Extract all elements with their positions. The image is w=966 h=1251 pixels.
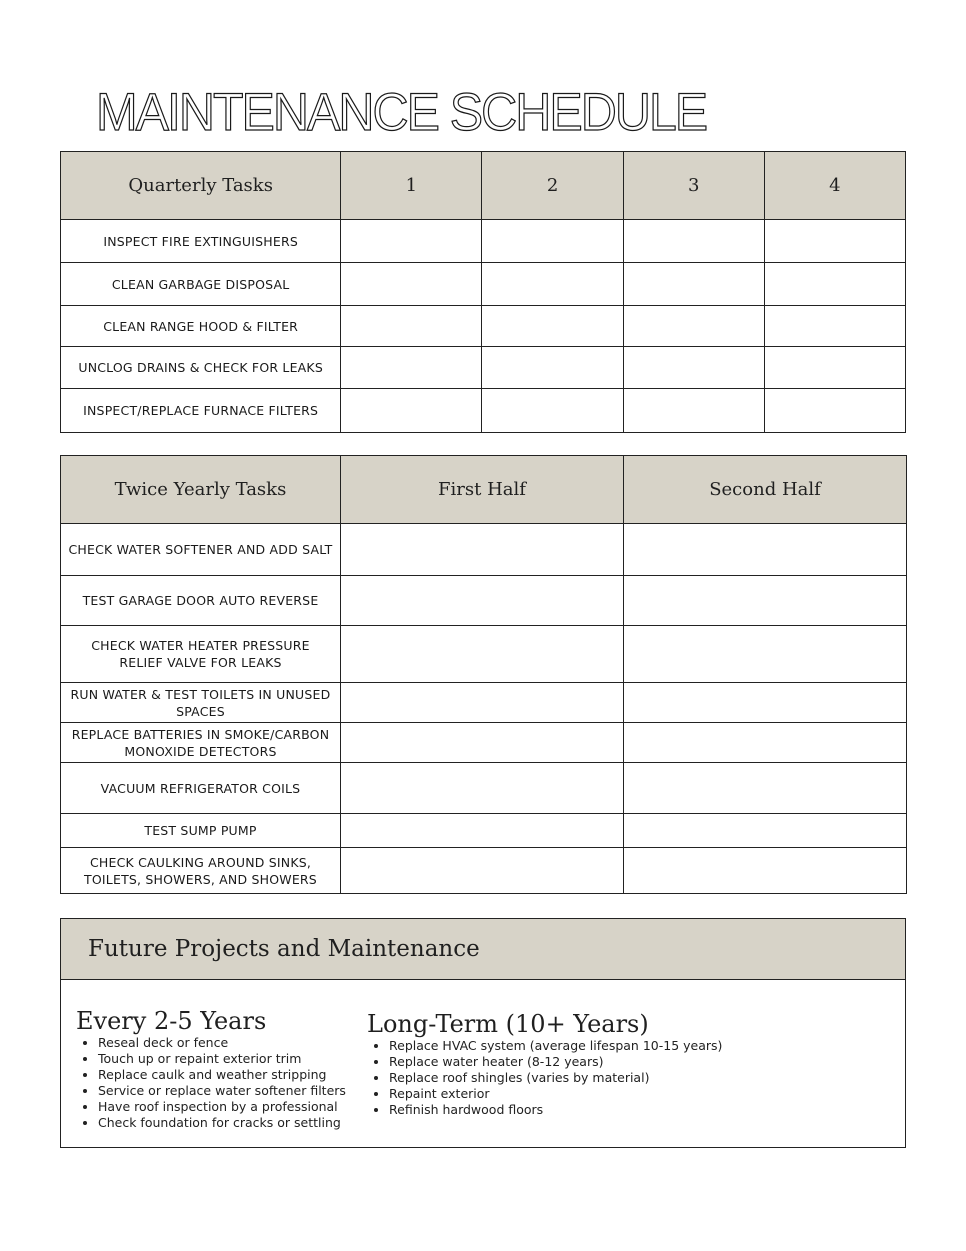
long-term-title: Long-Term (10+ Years): [367, 1010, 649, 1038]
checkbox-cell[interactable]: [764, 347, 905, 389]
table-row: [61, 576, 907, 626]
task-label: CLEAN RANGE HOOD & FILTER: [61, 306, 341, 347]
table-row: [61, 848, 907, 894]
task-label: INSPECT FIRE EXTINGUISHERS: [61, 220, 341, 263]
checkbox-cell[interactable]: [624, 763, 907, 814]
checkbox-cell[interactable]: [482, 263, 623, 306]
table-row: [61, 723, 907, 763]
list-item: • Have roof inspection by a professional: [98, 1099, 366, 1115]
list-item: • Reseal deck or fence: [98, 1035, 366, 1051]
checkbox-cell[interactable]: [341, 626, 624, 683]
quarterly-header-tasks: Quarterly Tasks: [61, 152, 341, 220]
checkbox-cell[interactable]: [623, 220, 764, 263]
checkbox-cell[interactable]: [624, 848, 907, 894]
checkbox-cell[interactable]: [623, 389, 764, 433]
list-item: • Touch up or repaint exterior trim: [98, 1051, 366, 1067]
list-item: • Check foundation for cracks or settling: [98, 1115, 366, 1131]
task-label: INSPECT/REPLACE FURNACE FILTERS: [61, 389, 341, 433]
task-label: TEST SUMP PUMP: [61, 814, 341, 848]
quarterly-header-q2: 2: [482, 152, 623, 220]
table-row: [61, 389, 906, 433]
list-item: • Replace water heater (8-12 years): [389, 1054, 767, 1070]
task-label: CHECK CAULKING AROUND SINKS, TOILETS, SHOWERS, AND SHOWERS: [61, 848, 341, 894]
checkbox-cell[interactable]: [623, 263, 764, 306]
twice-yearly-header-tasks: Twice Yearly Tasks: [61, 456, 341, 524]
checkbox-cell[interactable]: [482, 389, 623, 433]
page-title: MAINTENANCE SCHEDULE: [96, 82, 707, 142]
quarterly-header-row: [61, 152, 906, 220]
checkbox-cell[interactable]: [482, 306, 623, 347]
checkbox-cell[interactable]: [341, 848, 624, 894]
checkbox-cell[interactable]: [624, 626, 907, 683]
checkbox-cell[interactable]: [341, 220, 482, 263]
task-label: RUN WATER & TEST TOILETS IN UNUSED SPACES: [61, 683, 341, 723]
list-item: • Replace roof shingles (varies by material): [389, 1070, 767, 1086]
list-item: • Replace HVAC system (average lifespan 10-15 years): [389, 1038, 767, 1054]
task-label: TEST GARAGE DOOR AUTO REVERSE: [61, 576, 341, 626]
checkbox-cell[interactable]: [624, 524, 907, 576]
quarterly-header-q4: 4: [764, 152, 905, 220]
table-row: [61, 683, 907, 723]
checkbox-cell[interactable]: [623, 347, 764, 389]
table-row: [61, 524, 907, 576]
checkbox-cell[interactable]: [624, 683, 907, 723]
table-row: [61, 306, 906, 347]
checkbox-cell[interactable]: [624, 576, 907, 626]
list-item: • Service or replace water softener filters: [98, 1083, 366, 1099]
task-label: VACUUM REFRIGERATOR COILS: [61, 763, 341, 814]
checkbox-cell[interactable]: [341, 263, 482, 306]
twice-yearly-header-row: [61, 456, 907, 524]
task-label: CLEAN GARBAGE DISPOSAL: [61, 263, 341, 306]
checkbox-cell[interactable]: [341, 683, 624, 723]
quarterly-header-q1: 1: [341, 152, 482, 220]
long-term-column: [367, 1010, 767, 1118]
checkbox-cell[interactable]: [623, 306, 764, 347]
list-item: • Repaint exterior: [389, 1086, 767, 1102]
twice-yearly-header-second-half: Second Half: [624, 456, 907, 524]
checkbox-cell[interactable]: [764, 389, 905, 433]
future-projects-heading: Future Projects and Maintenance: [61, 919, 905, 980]
table-row: [61, 263, 906, 306]
task-label: UNCLOG DRAINS & CHECK FOR LEAKS: [61, 347, 341, 389]
checkbox-cell[interactable]: [341, 814, 624, 848]
checkbox-cell[interactable]: [624, 814, 907, 848]
table-row: [61, 763, 907, 814]
task-label: REPLACE BATTERIES IN SMOKE/CARBON MONOXIDE DETECTORS: [61, 723, 341, 763]
every-2-5-years-list: [76, 1035, 366, 1131]
checkbox-cell[interactable]: [341, 389, 482, 433]
every-2-5-years-column: [76, 1007, 366, 1131]
quarterly-tasks-table: [60, 151, 906, 433]
checkbox-cell[interactable]: [341, 576, 624, 626]
table-row: [61, 220, 906, 263]
twice-yearly-header-first-half: First Half: [341, 456, 624, 524]
checkbox-cell[interactable]: [764, 220, 905, 263]
checkbox-cell[interactable]: [764, 306, 905, 347]
twice-yearly-tasks-table: [60, 455, 907, 894]
checkbox-cell[interactable]: [482, 220, 623, 263]
table-row: [61, 347, 906, 389]
checkbox-cell[interactable]: [482, 347, 623, 389]
list-item: • Refinish hardwood floors: [389, 1102, 767, 1118]
long-term-list: [367, 1038, 767, 1118]
checkbox-cell[interactable]: [341, 763, 624, 814]
every-2-5-years-title: Every 2-5 Years: [76, 1007, 267, 1035]
table-row: [61, 814, 907, 848]
checkbox-cell[interactable]: [341, 306, 482, 347]
checkbox-cell[interactable]: [764, 263, 905, 306]
task-label: CHECK WATER HEATER PRESSURE RELIEF VALVE FOR LEAKS: [61, 626, 341, 683]
checkbox-cell[interactable]: [341, 524, 624, 576]
task-label: CHECK WATER SOFTENER AND ADD SALT: [61, 524, 341, 576]
list-item: • Replace caulk and weather stripping: [98, 1067, 366, 1083]
future-projects-section: [60, 918, 906, 1148]
checkbox-cell[interactable]: [341, 347, 482, 389]
table-row: [61, 626, 907, 683]
checkbox-cell[interactable]: [624, 723, 907, 763]
checkbox-cell[interactable]: [341, 723, 624, 763]
quarterly-header-q3: 3: [623, 152, 764, 220]
